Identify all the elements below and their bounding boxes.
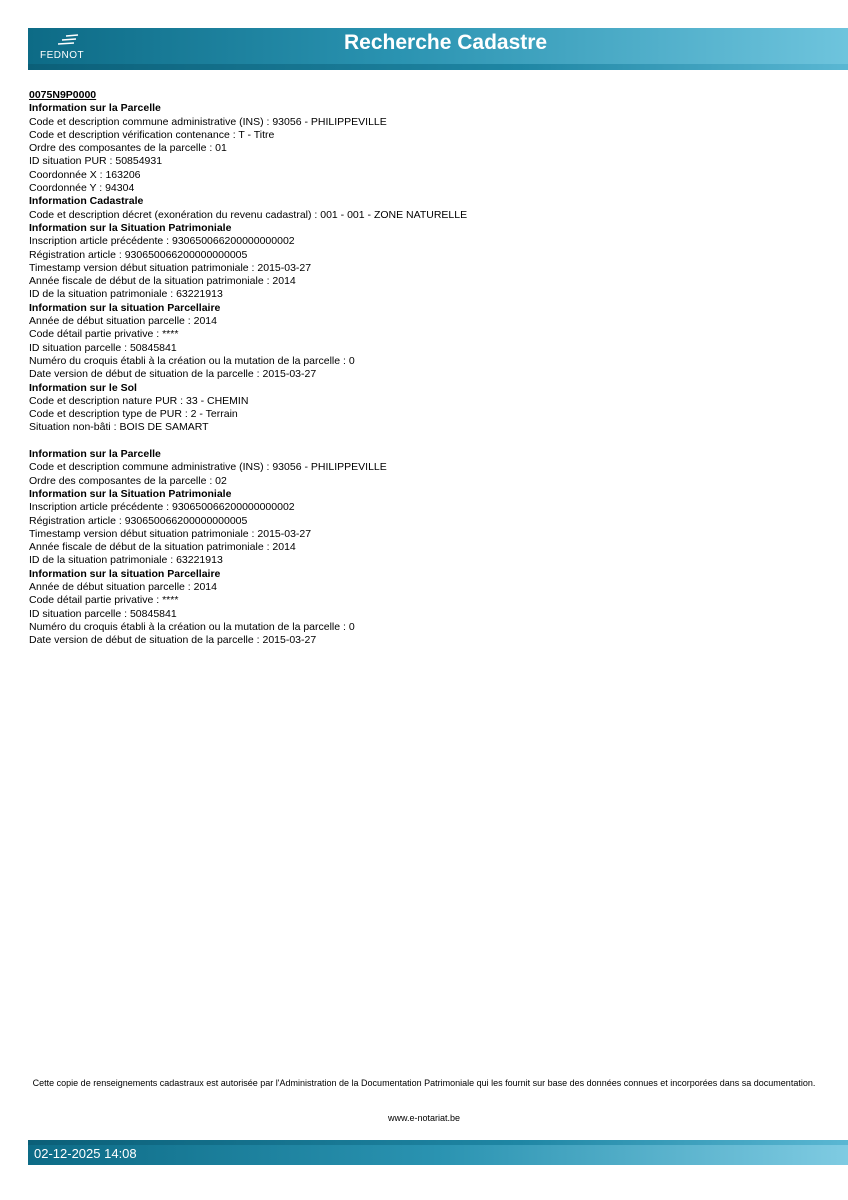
- field-line: Code et description nature PUR : 33 - CHEMIN: [29, 394, 249, 407]
- section-heading: Information Cadastrale: [29, 195, 144, 208]
- section-heading: Information sur la Situation Patrimoniale: [29, 221, 232, 234]
- spacer: [29, 435, 829, 448]
- field-line: Code et description commune administrative (INS) : 93056 - PHILIPPEVILLE: [29, 461, 387, 474]
- parcel-reference: 0075N9P0000: [29, 89, 97, 101]
- footer-disclaimer: Cette copie de renseignements cadastraux est autorisée par l'Administration de la Documentation Patrimoniale qui les fournit sur base des données connues et incorporées dans sa documentation.: [32, 1078, 816, 1088]
- field-line: Timestamp version début situation patrimoniale : 2015-03-27: [29, 261, 312, 274]
- field-line: Code et description décret (exonération du revenu cadastral) : 001 - 001 - ZONE NATURELLE: [29, 208, 468, 221]
- field-line: Régistration article : 930650066200000000005: [29, 248, 248, 261]
- footer-banner: [28, 1140, 848, 1165]
- fednot-logo: [40, 34, 100, 64]
- section-heading: Information sur le Sol: [29, 381, 137, 394]
- field-line: Ordre des composantes de la parcelle : 01: [29, 142, 227, 155]
- field-line: Coordonnée Y : 94304: [29, 182, 135, 195]
- field-line: Code et description type de PUR : 2 - Terrain: [29, 408, 238, 421]
- field-line: Coordonnée X : 163206: [29, 168, 141, 181]
- field-line: Numéro du croquis établi à la création ou la mutation de la parcelle : 0: [29, 354, 355, 367]
- field-line: ID situation parcelle : 50845841: [29, 607, 177, 620]
- field-line: ID de la situation patrimoniale : 63221913: [29, 554, 223, 567]
- field-line: Année de début situation parcelle : 2014: [29, 580, 217, 593]
- field-line: Inscription article précédente : 930650066200000000002: [29, 501, 295, 514]
- field-line: ID situation PUR : 50854931: [29, 155, 163, 168]
- field-line: Numéro du croquis établi à la création ou la mutation de la parcelle : 0: [29, 620, 355, 633]
- field-line: ID situation parcelle : 50845841: [29, 341, 177, 354]
- section-heading: Information sur la situation Parcellaire: [29, 567, 221, 580]
- field-line: ID de la situation patrimoniale : 63221913: [29, 288, 223, 301]
- section-heading: Information sur la Situation Patrimoniale: [29, 487, 232, 500]
- section-heading: Information sur la Parcelle: [29, 448, 161, 461]
- field-line: Inscription article précédente : 930650066200000000002: [29, 235, 295, 248]
- fednot-mark-icon: [58, 34, 80, 48]
- field-line: Code et description vérification contenance : T - Titre: [29, 128, 275, 141]
- field-line: Code détail partie privative : ****: [29, 594, 179, 607]
- field-line: Régistration article : 930650066200000000005: [29, 514, 248, 527]
- field-line: Date version de début de situation de la parcelle : 2015-03-27: [29, 634, 317, 647]
- field-line: Année de début situation parcelle : 2014: [29, 315, 217, 328]
- field-line: Situation non-bâti : BOIS DE SAMART: [29, 421, 209, 434]
- cadastre-record: [29, 89, 829, 647]
- field-line: Code détail partie privative : ****: [29, 328, 179, 341]
- section-heading: Information sur la Parcelle: [29, 102, 161, 115]
- field-line: Ordre des composantes de la parcelle : 02: [29, 474, 227, 487]
- field-line: Timestamp version début situation patrimoniale : 2015-03-27: [29, 527, 312, 540]
- field-line: Date version de début de situation de la parcelle : 2015-03-27: [29, 368, 317, 381]
- page-title: Recherche Cadastre: [344, 31, 548, 54]
- field-line: Année fiscale de début de la situation patrimoniale : 2014: [29, 275, 296, 288]
- footer-website: www.e-notariat.be: [387, 1113, 461, 1123]
- header-banner: [28, 28, 848, 70]
- section-heading: Information sur la situation Parcellaire: [29, 301, 221, 314]
- field-line: Code et description commune administrative (INS) : 93056 - PHILIPPEVILLE: [29, 115, 387, 128]
- field-line: Année fiscale de début de la situation patrimoniale : 2014: [29, 541, 296, 554]
- logo-text: FEDNOT: [40, 50, 85, 61]
- print-datetime: 02-12-2025 14:08: [34, 1146, 137, 1161]
